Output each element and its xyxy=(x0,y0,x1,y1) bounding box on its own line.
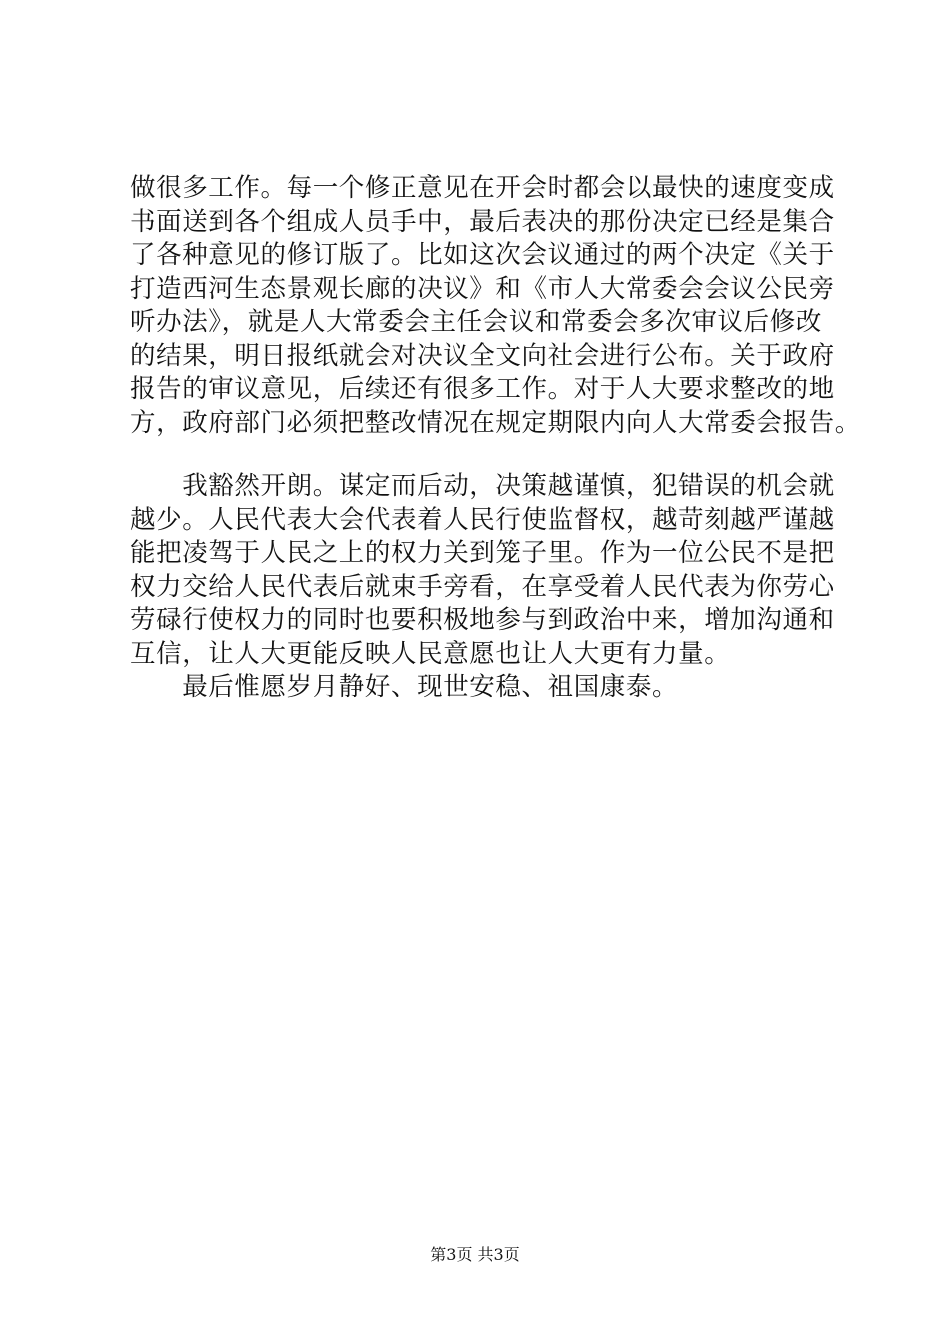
page-number-footer: 第3页 共3页 xyxy=(430,1245,520,1264)
text-line: 听办法》，就是人大常委会主任会议和常委会多次审议后修改 xyxy=(130,307,822,337)
text-line: 的结果，明日报纸就会对决议全文向社会进行公布。关于政府 xyxy=(130,340,835,371)
paragraph-spacer xyxy=(130,440,830,470)
text-line: 书面送到各个组成人员手中，最后表决的那份决定已经是集合 xyxy=(130,206,835,237)
text-line: 我豁然开朗。谋定而后动，决策越谨慎，犯错误的机会就 xyxy=(130,471,835,501)
paragraph-1 xyxy=(130,172,861,440)
text-line: 做很多工作。每一个修正意见在开会时都会以最快的速度变成 xyxy=(130,173,835,203)
text-line: 最后惟愿岁月静好、现世安稳、祖国康泰。 xyxy=(130,672,679,702)
text-line: 能把凌驾于人民之上的权力关到笼子里。作为一位公民不是把 xyxy=(130,538,835,568)
body-text xyxy=(130,172,861,705)
paragraph-2 xyxy=(130,470,835,705)
text-line: 了各种意见的修订版了。比如这次会议通过的两个决定《关于 xyxy=(130,240,835,270)
text-line: 打造西河生态景观长廊的决议》和《市人大常委会会议公民旁 xyxy=(130,273,835,304)
text-line: 报告的审议意见，后续还有很多工作。对于人大要求整改的地 xyxy=(130,374,835,404)
text-line: 方，政府部门必须把整改情况在规定期限内向人大常委会报告。 xyxy=(130,407,861,438)
text-line: 权力交给人民代表后就束手旁看，在享受着人民代表为你劳心 xyxy=(130,571,835,602)
text-line: 互信，让人大更能反映人民意愿也让人大更有力量。 xyxy=(130,638,731,669)
text-line: 越少。人民代表大会代表着人民行使监督权，越苛刻越严谨越 xyxy=(130,504,835,535)
text-line: 劳碌行使权力的同时也要积极地参与到政治中来，增加沟通和 xyxy=(130,605,835,635)
